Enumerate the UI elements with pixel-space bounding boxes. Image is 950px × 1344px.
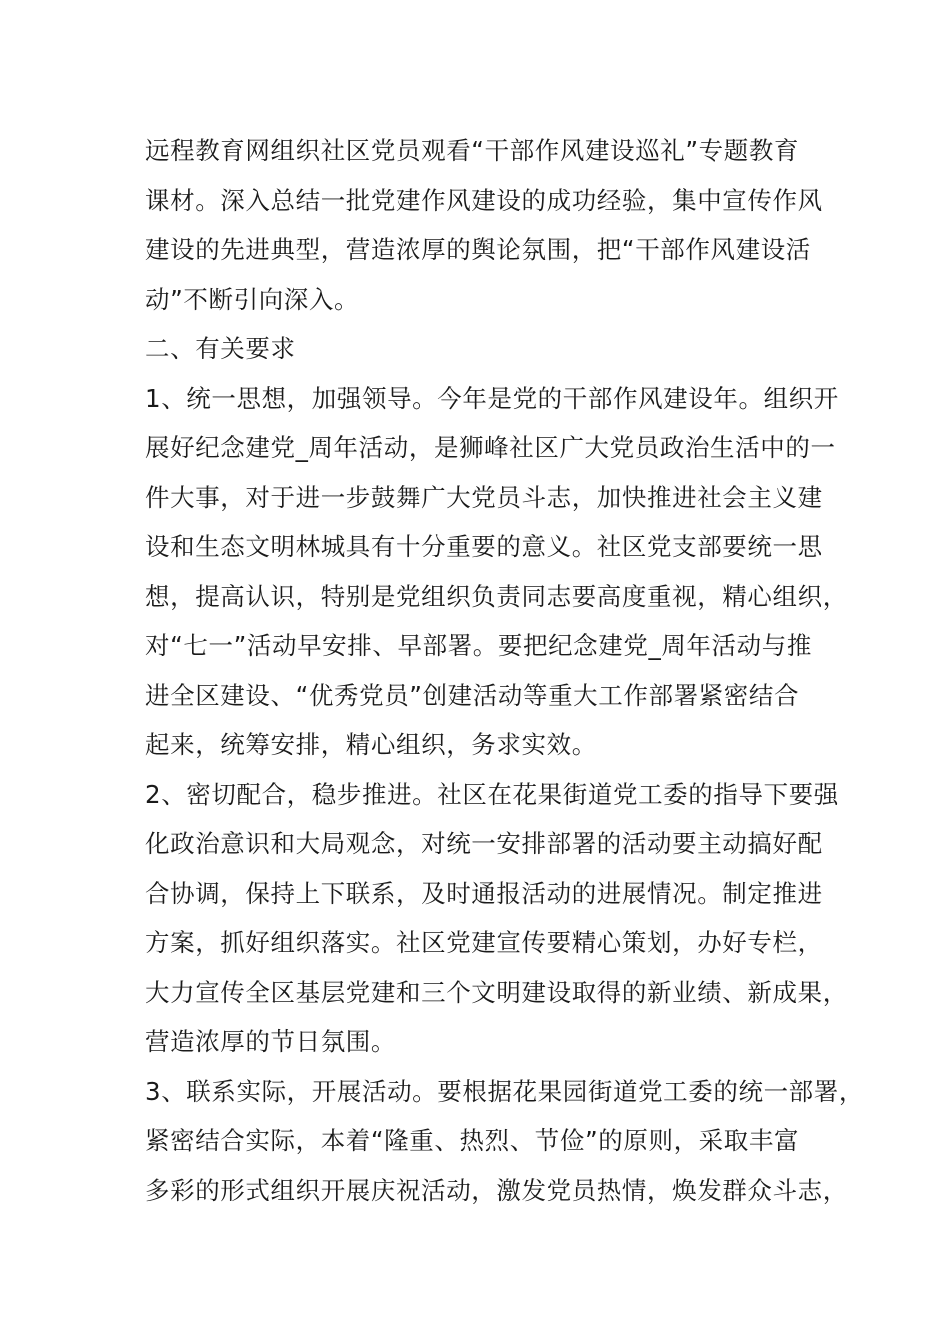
text-line: 营造浓厚的节日氛围。	[145, 1027, 396, 1056]
text-line: 想，提高认识，特别是党组织负责同志要高度重视，精心组织，	[145, 581, 848, 611]
text-line: 合协调，保持上下联系，及时通报活动的进展情况。制定推进	[145, 878, 823, 908]
text-line: 建设的先进典型，营造浓厚的舆论氛围，把“干部作风建设活	[145, 235, 811, 264]
text-line: 紧密结合实际，本着“隆重、热烈、节俭”的原则，采取丰富	[145, 1126, 800, 1155]
text-line: 进全区建设、“优秀党员”创建活动等重大工作部署紧密结合	[145, 680, 800, 710]
text-line: 课材。深入总结一批党建作风建设的成功经验，集中宣传作风	[145, 185, 823, 215]
document-body	[145, 126, 864, 1215]
text-line: 起来，统筹安排，精心组织，务求实效。	[145, 730, 597, 759]
text-line: 方案，抓好组织落实。社区党建宣传要精心策划，办好专栏，	[145, 928, 823, 957]
text-line: 展好纪念建党_周年活动，是狮峰社区广大党员政治生活中的一	[145, 433, 836, 462]
text-line: 动”不断引向深入。	[145, 284, 360, 314]
text-line: 3、联系实际，开展活动。要根据花果园街道党工委的统一部署，	[145, 1076, 864, 1106]
text-line: 远程教育网组织社区党员观看“干部作风建设巡礼”专题教育	[145, 136, 800, 165]
section-heading: 二、有关要求	[145, 334, 296, 363]
text-line: 大力宣传全区基层党建和三个文明建设取得的新业绩、新成果，	[145, 977, 848, 1007]
text-line: 对“七一”活动早安排、早部署。要把纪念建党_周年活动与推	[145, 631, 812, 660]
text-line: 件大事，对于进一步鼓舞广大党员斗志，加快推进社会主义建	[145, 482, 823, 512]
text-line: 1、统一思想，加强领导。今年是党的干部作风建设年。组织开	[145, 383, 839, 413]
text-line: 多彩的形式组织开展庆祝活动，激发党员热情，焕发群众斗志，	[145, 1175, 848, 1205]
text-line: 2、密切配合，稳步推进。社区在花果街道党工委的指导下要强	[145, 779, 839, 809]
text-line: 化政治意识和大局观念，对统一安排部署的活动要主动搞好配	[145, 829, 823, 858]
text-line: 设和生态文明林城具有十分重要的意义。社区党支部要统一思	[145, 532, 823, 561]
